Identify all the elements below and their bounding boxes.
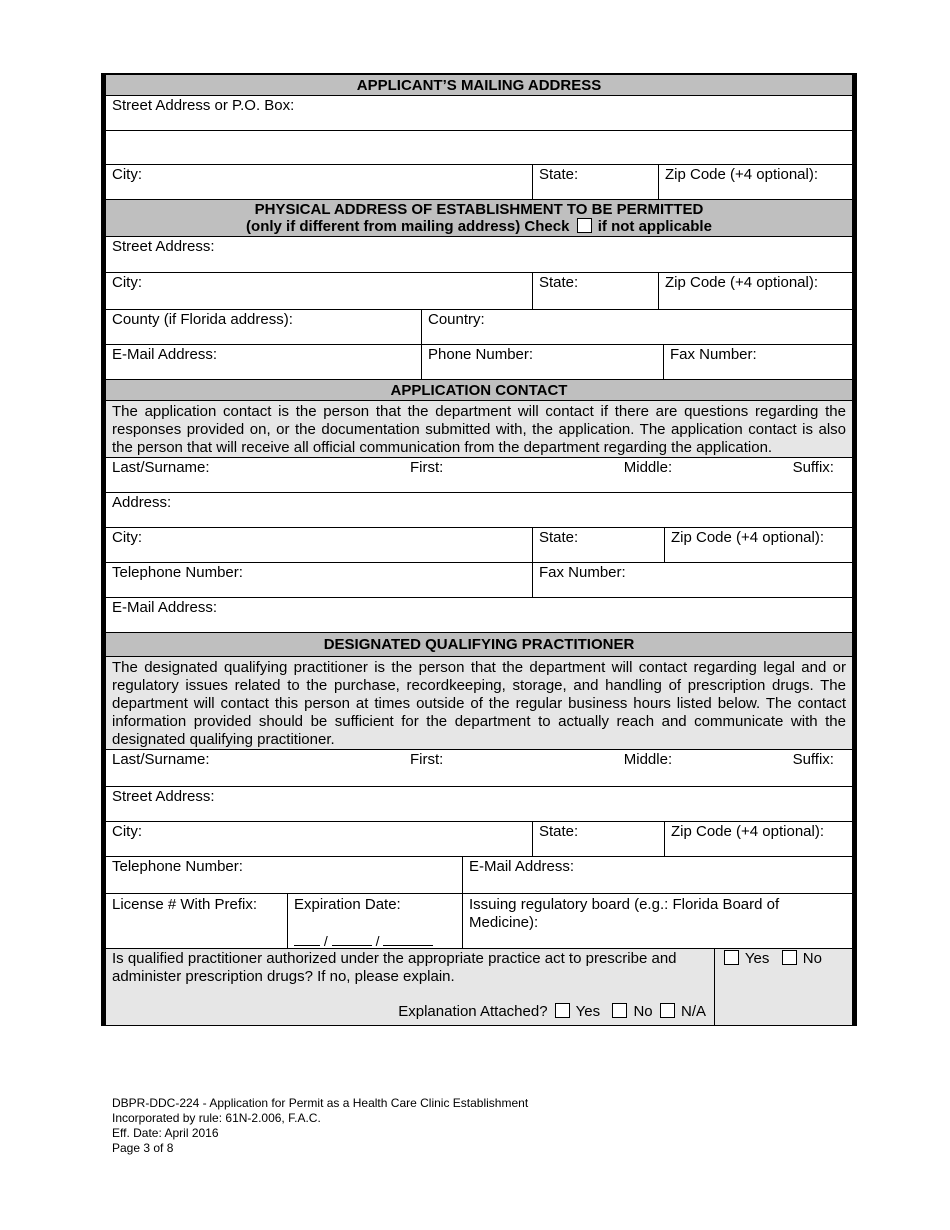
- practitioner-email-field[interactable]: E-Mail Address:: [462, 857, 852, 893]
- physical-state-field[interactable]: State:: [532, 273, 658, 309]
- effective-date: Eff. Date: April 2016: [112, 1126, 219, 1140]
- application-contact-description: The application contact is the person that the department will contact if there are questions regarding the responses provided on, or the documentation submitted with, the application. The application contact is also the person that will receive all official communication from the department regarding the application.: [106, 401, 852, 457]
- explanation-yes-checkbox[interactable]: [555, 1003, 570, 1018]
- practitioner-state-field[interactable]: State:: [532, 822, 664, 856]
- contact-fax-field[interactable]: Fax Number:: [532, 563, 852, 597]
- contact-email-field[interactable]: E-Mail Address:: [112, 599, 218, 616]
- explanation-na-label: N/A: [680, 1003, 706, 1020]
- explanation-no-label: No: [633, 1003, 653, 1020]
- practitioner-suffix-field[interactable]: Suffix:: [792, 751, 834, 768]
- contact-middle-name-field[interactable]: Middle:: [623, 459, 673, 476]
- prescribe-no-label: No: [802, 950, 822, 967]
- contact-zip-field[interactable]: Zip Code (+4 optional):: [664, 528, 852, 562]
- practitioner-header: DESIGNATED QUALIFYING PRACTITIONER: [106, 633, 852, 657]
- explanation-no-checkbox[interactable]: [612, 1003, 627, 1018]
- prescribe-yes-checkbox[interactable]: [724, 950, 739, 965]
- practitioner-first-name-field[interactable]: First:: [410, 751, 444, 768]
- explanation-attached-row: [398, 1003, 706, 1021]
- license-number-field[interactable]: License # With Prefix:: [112, 896, 258, 913]
- mailing-street-line2-field[interactable]: [106, 131, 852, 164]
- not-applicable-checkbox[interactable]: [577, 218, 592, 233]
- expiration-date-blanks[interactable]: / /: [294, 933, 433, 948]
- prescribe-question: Is qualified practitioner authorized under the appropriate practice act to prescribe and administer prescription drugs? If no, please explain.: [112, 950, 677, 985]
- physical-fax-field[interactable]: Fax Number:: [663, 345, 852, 379]
- mailing-zip-field[interactable]: Zip Code (+4 optional):: [658, 165, 852, 199]
- practitioner-city-field[interactable]: City:: [112, 823, 142, 840]
- physical-street-field[interactable]: Street Address:: [112, 238, 215, 255]
- mailing-address-header: APPLICANT’S MAILING ADDRESS: [106, 75, 852, 96]
- contact-state-field[interactable]: State:: [532, 528, 664, 562]
- physical-email-field[interactable]: E-Mail Address:: [112, 346, 218, 363]
- practitioner-last-name-field[interactable]: Last/Surname:: [112, 751, 210, 768]
- prescribe-yes-label: Yes: [744, 950, 770, 967]
- page-number: Page 3 of 8: [112, 1141, 174, 1155]
- physical-address-note: (only if different from mailing address) Check: [246, 218, 570, 235]
- prescribe-answer-cell: [714, 949, 852, 1025]
- practitioner-zip-field[interactable]: Zip Code (+4 optional):: [664, 822, 852, 856]
- physical-address-title: PHYSICAL ADDRESS OF ESTABLISHMENT TO BE PERMITTED: [254, 201, 704, 218]
- contact-suffix-field[interactable]: Suffix:: [792, 459, 834, 476]
- page-footer: [112, 1096, 528, 1156]
- practitioner-middle-name-field[interactable]: Middle:: [623, 751, 673, 768]
- contact-telephone-field[interactable]: Telephone Number:: [112, 564, 243, 581]
- mailing-city-field[interactable]: City:: [112, 166, 142, 183]
- rule-reference: Incorporated by rule: 61N-2.006, F.A.C.: [112, 1111, 321, 1125]
- county-field[interactable]: County (if Florida address):: [112, 311, 293, 328]
- explanation-na-checkbox[interactable]: [660, 1003, 675, 1018]
- application-contact-header: APPLICATION CONTACT: [106, 380, 852, 401]
- contact-first-name-field[interactable]: First:: [410, 459, 444, 476]
- prescribe-no-checkbox[interactable]: [782, 950, 797, 965]
- prescribe-question-cell: [106, 949, 714, 1025]
- form-number: DBPR-DDC-224 - Application for Permit as a Health Care Clinic Establishment: [112, 1096, 529, 1110]
- expiration-date-label: Expiration Date:: [294, 896, 401, 913]
- practitioner-street-field[interactable]: Street Address:: [112, 788, 215, 805]
- mailing-street-field[interactable]: Street Address or P.O. Box:: [112, 97, 295, 114]
- practitioner-telephone-field[interactable]: Telephone Number:: [112, 858, 243, 875]
- physical-zip-field[interactable]: Zip Code (+4 optional):: [658, 273, 852, 309]
- not-applicable-label: if not applicable: [597, 218, 712, 235]
- explanation-yes-label: Yes: [575, 1003, 601, 1020]
- physical-phone-field[interactable]: Phone Number:: [421, 345, 663, 379]
- physical-city-field[interactable]: City:: [112, 274, 142, 291]
- application-form: [101, 73, 857, 1026]
- contact-address-field[interactable]: Address:: [112, 494, 172, 511]
- mailing-state-field[interactable]: State:: [532, 165, 658, 199]
- issuing-board-field[interactable]: Issuing regulatory board (e.g.: Florida Board of Medicine):: [462, 894, 852, 948]
- explanation-attached-label: Explanation Attached?: [398, 1003, 548, 1020]
- practitioner-description: The designated qualifying practitioner is the person that the department will contact regarding legal and or regulatory issues related to the purchase, recordkeeping, storage, and handling of prescription drugs. The department will contact this person at times outside of the regular business hours listed below. The contact information provided should be sufficient for the department to actually reach and communicate with the designated qualifying practitioner.: [106, 657, 852, 749]
- physical-address-header: [106, 200, 852, 237]
- contact-last-name-field[interactable]: Last/Surname:: [112, 459, 210, 476]
- contact-city-field[interactable]: City:: [112, 529, 142, 546]
- expiration-date-field[interactable]: [287, 894, 462, 948]
- country-field[interactable]: Country:: [421, 310, 852, 344]
